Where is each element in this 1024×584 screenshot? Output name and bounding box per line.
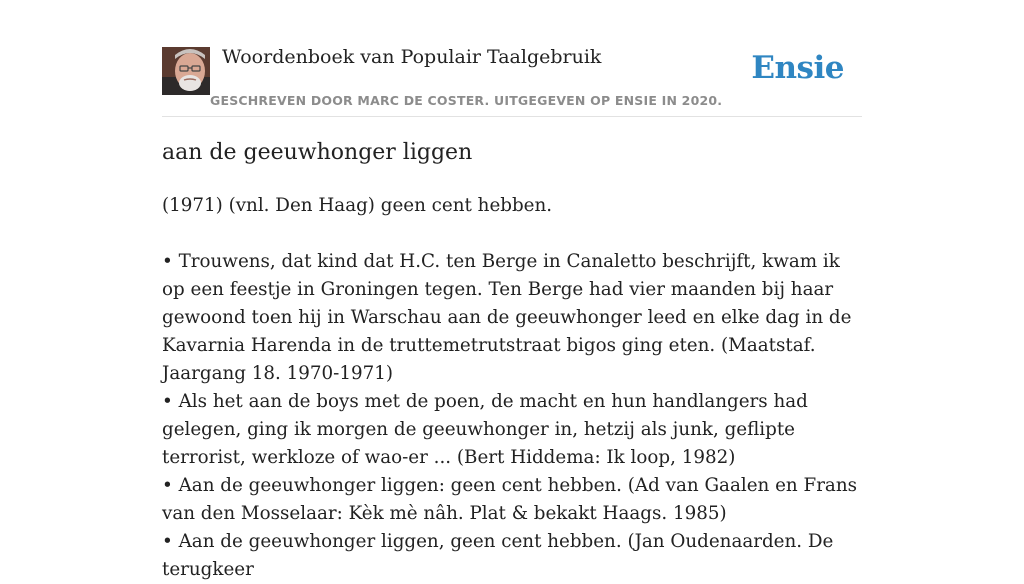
author-avatar[interactable]	[162, 47, 210, 95]
avatar-portrait-icon	[162, 47, 210, 95]
dictionary-header	[162, 44, 862, 117]
ensie-logo[interactable]: Ensie	[751, 50, 844, 86]
dictionary-title[interactable]: Woordenboek van Populair Taalgebruik	[222, 46, 602, 68]
citation: • Aan de geeuwhonger liggen: geen cent hebben. (Ad van Gaalen en Frans van den Mosselaar: Kèk mè nâh. Plat & bekakt Haags. 1985)	[162, 475, 857, 524]
citation: • Trouwens, dat kind dat H.C. ten Berge in Canaletto beschrijft, kwam ik op een feestje in Groningen tegen. Ten Berge had vier maanden bij haar gewoond toen hij in Warschau aan de geeuwhonger leed en elke dag in de Kavarnia Harenda in de truttemetrutstraat bigos ging eten. (Maatstaf. Jaargang 18. 1970-1971)	[162, 251, 852, 384]
entry-term: aan de geeuwhonger liggen	[162, 140, 473, 165]
citation: • Als het aan de boys met de poen, de macht en hun handlangers had gelegen, ging ik morgen de geeuwhonger in, hetzij als junk, geflipte terrorist, werkloze of wao-er ... (Bert Hiddema: Ik loop, 1982)	[162, 391, 808, 468]
entry-definition: (1971) (vnl. Den Haag) geen cent hebben.	[162, 195, 553, 216]
citation: • Aan de geeuwhonger liggen, geen cent hebben. (Jan Oudenaarden. De terugkeer	[162, 531, 834, 580]
entry-body	[162, 192, 862, 584]
author-byline: GESCHREVEN DOOR MARC DE COSTER. UITGEGEVEN OP ENSIE IN 2020.	[210, 93, 723, 108]
